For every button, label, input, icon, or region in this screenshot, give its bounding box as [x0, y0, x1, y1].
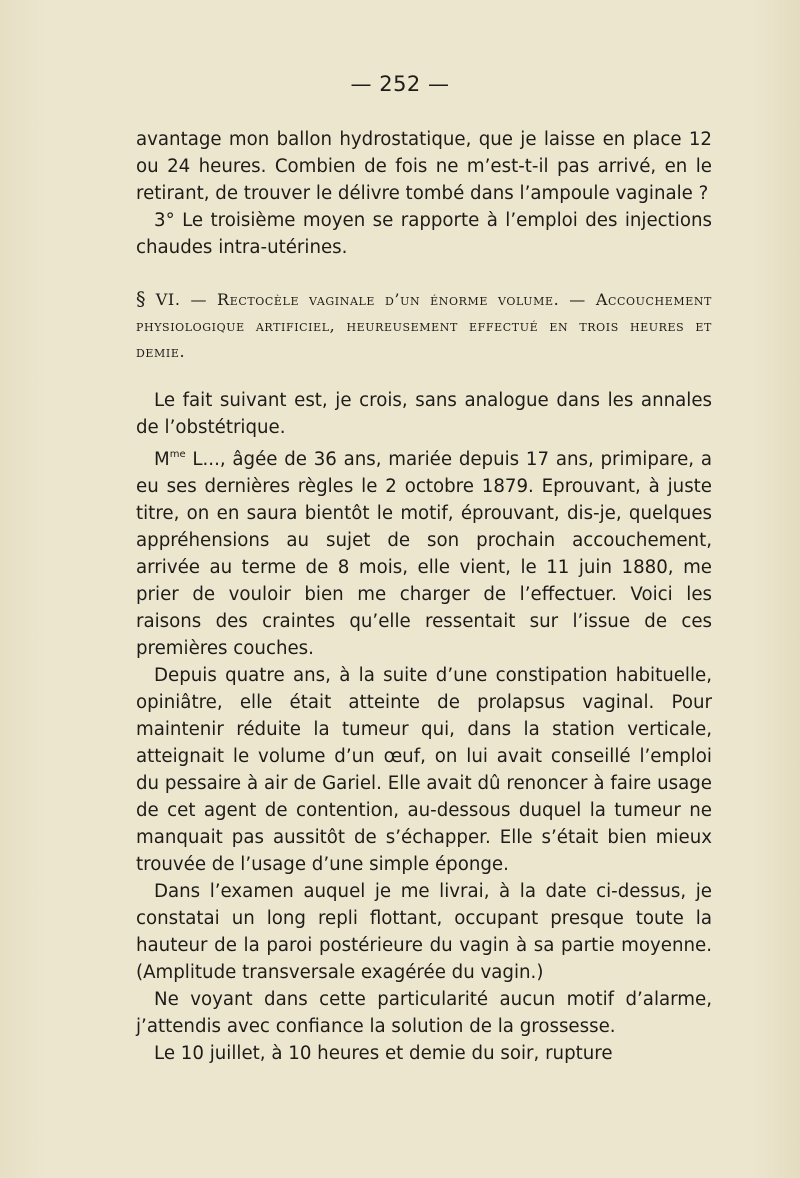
page-number: — 252 —: [350, 72, 450, 96]
title-superscript: me: [169, 449, 186, 460]
text-body: [136, 126, 712, 1067]
paragraph-rupture: Le 10 juillet, à 10 heures et demie du soir, rupture: [154, 1043, 613, 1064]
paragraph-balloon: avantage mon ballon hydrostatique, que je laisse en place 12 ou 24 heures. Combien de fois ne m’est-t-il pas arrivé, en le retirant, de trouver le délivre tombé dans l’ampoule vaginale ?: [136, 129, 712, 204]
paragraph-third-method: 3° Le troisième moyen se rapporte à l’emploi des injections chaudes intra-utérines.: [136, 210, 712, 258]
paragraph-patient-text: L..., âgée de 36 ans, mariée depuis 17 ans, primipare, a eu ses dernières règles le 2 octobre 1879. Eprouvant, à juste titre, on en saura bientôt le motif, éprouvant, dis-je, quelques appréhensions au sujet de son prochain accouchement, arrivée au terme de 8 mois, elle vient, le 11 juin 1880, me prier de vouloir bien me charger de l’effectuer. Voici les raisons des craintes qu’elle ressentait sur l’issue de ces premières couches.: [136, 449, 712, 659]
section-title: VI. — Rectocèle vaginale d’un énorme volume. — Accouchement physiologique artificiel, heureusement effectué en trois heures et demie.: [136, 290, 712, 361]
paragraph-history: Depuis quatre ans, à la suite d’une constipation habituelle, opiniâtre, elle était atteinte de prolapsus vaginal. Pour maintenir réduite la tumeur qui, dans la station verticale, atteignait le volume d’un œuf, on lui avait conseillé l’emploi du pessaire à air de Gariel. Elle avait dû renoncer à faire usage de cet agent de contention, au-dessous duquel la tumeur ne manquait pas aussitôt de s’échapper. Elle s’était bien mieux trouvée de l’usage d’une simple éponge.: [136, 665, 712, 875]
paragraph-intro: Le fait suivant est, je crois, sans analogue dans les annales de l’obstétrique.: [136, 390, 712, 438]
paragraph-waiting: Ne voyant dans cette particularité aucun motif d’alarme, j’attendis avec confiance la solution de la grossesse.: [136, 989, 712, 1037]
title-prefix: M: [154, 449, 170, 470]
paragraph-examination: Dans l’examen auquel je me livrai, à la date ci-dessus, je constatai un long repli flottant, occupant presque toute la hauteur de la paroi postérieure du vagin à sa partie moyenne. (Amplitude transversale exagérée du vagin.): [136, 881, 712, 983]
paragraph-patient: [136, 441, 712, 662]
section-symbol: §: [136, 288, 147, 310]
section-heading: [136, 287, 712, 365]
spacer: [136, 365, 712, 387]
